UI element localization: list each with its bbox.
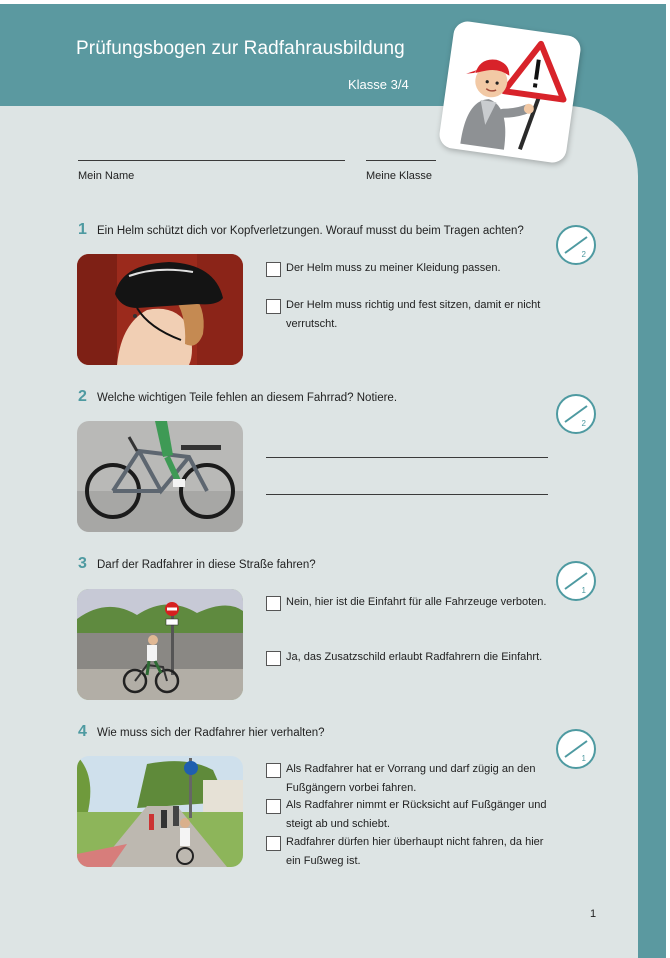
question-1-score-circle[interactable] xyxy=(556,225,596,265)
class-input-line[interactable] xyxy=(366,160,436,161)
question-4-points: 1 xyxy=(581,754,586,763)
question-1-text: Ein Helm schützt dich vor Kopfverletzungen. Worauf musst du beim Tragen achten? xyxy=(97,225,524,237)
question-3-option-2-text: Ja, das Zusatzschild erlaubt Radfahrern die Einfahrt. xyxy=(286,651,543,663)
name-input-line[interactable] xyxy=(78,160,345,161)
page-title: Prüfungsbogen zur Radfahrausbildung xyxy=(76,38,405,59)
page-subtitle: Klasse 3/4 xyxy=(348,77,409,92)
question-4-number: 4 xyxy=(78,723,87,740)
question-3-score-circle[interactable] xyxy=(556,561,596,601)
question-1-option-2-text: Der Helm muss richtig und fest sitzen, damit er nicht verrutscht. xyxy=(286,299,541,330)
question-1-option-2-checkbox[interactable] xyxy=(266,299,281,314)
question-4-option-2-checkbox[interactable] xyxy=(266,799,281,814)
question-1-points: 2 xyxy=(581,250,586,259)
question-4-option-1-checkbox[interactable] xyxy=(266,763,281,778)
question-4-option-2-text: Als Radfahrer nimmt er Rücksicht auf Fußgänger und steigt ab und schiebt. xyxy=(286,799,547,830)
class-label: Meine Klasse xyxy=(366,170,433,182)
name-label: Mein Name xyxy=(78,170,135,182)
question-2-number: 2 xyxy=(78,388,87,405)
question-1-option-1-text: Der Helm muss zu meiner Kleidung passen. xyxy=(286,262,501,274)
question-3-number: 3 xyxy=(78,555,87,572)
question-4-option-3-checkbox[interactable] xyxy=(266,836,281,851)
question-3-option-1-checkbox[interactable] xyxy=(266,596,281,611)
street-entry-sign-photo xyxy=(77,589,243,700)
question-3-text: Darf der Radfahrer in diese Straße fahren? xyxy=(97,559,316,571)
shared-path-pedestrians-photo xyxy=(77,756,243,867)
question-2-text: Welche wichtigen Teile fehlen an diesem Fahrrad? Notiere. xyxy=(97,392,398,404)
bicycle-photo xyxy=(77,421,243,532)
question-4-option-1-text: Als Radfahrer hat er Vorrang und darf zügig an den Fußgängern vorbei fahren. xyxy=(286,763,536,794)
helmet-child-photo xyxy=(77,254,243,365)
question-1-number: 1 xyxy=(78,221,87,238)
question-3-option-1-text: Nein, hier ist die Einfahrt für alle Fahrzeuge verboten. xyxy=(286,596,547,608)
question-4-text: Wie muss sich der Radfahrer hier verhalten? xyxy=(97,727,325,739)
question-4-score-circle[interactable] xyxy=(556,729,596,769)
question-1-option-1-checkbox[interactable] xyxy=(266,262,281,277)
question-4-option-3-text: Radfahrer dürfen hier überhaupt nicht fahren, da hier ein Fußweg ist. xyxy=(286,836,544,867)
question-2-answer-line-2[interactable] xyxy=(266,494,548,495)
page-number: 1 xyxy=(590,908,597,920)
question-2-answer-line-1[interactable] xyxy=(266,457,548,458)
question-2-points: 2 xyxy=(581,419,586,428)
question-3-option-2-checkbox[interactable] xyxy=(266,651,281,666)
warning-sign-mascot-logo xyxy=(438,20,583,165)
question-3-points: 1 xyxy=(581,586,586,595)
question-2-score-circle[interactable] xyxy=(556,394,596,434)
